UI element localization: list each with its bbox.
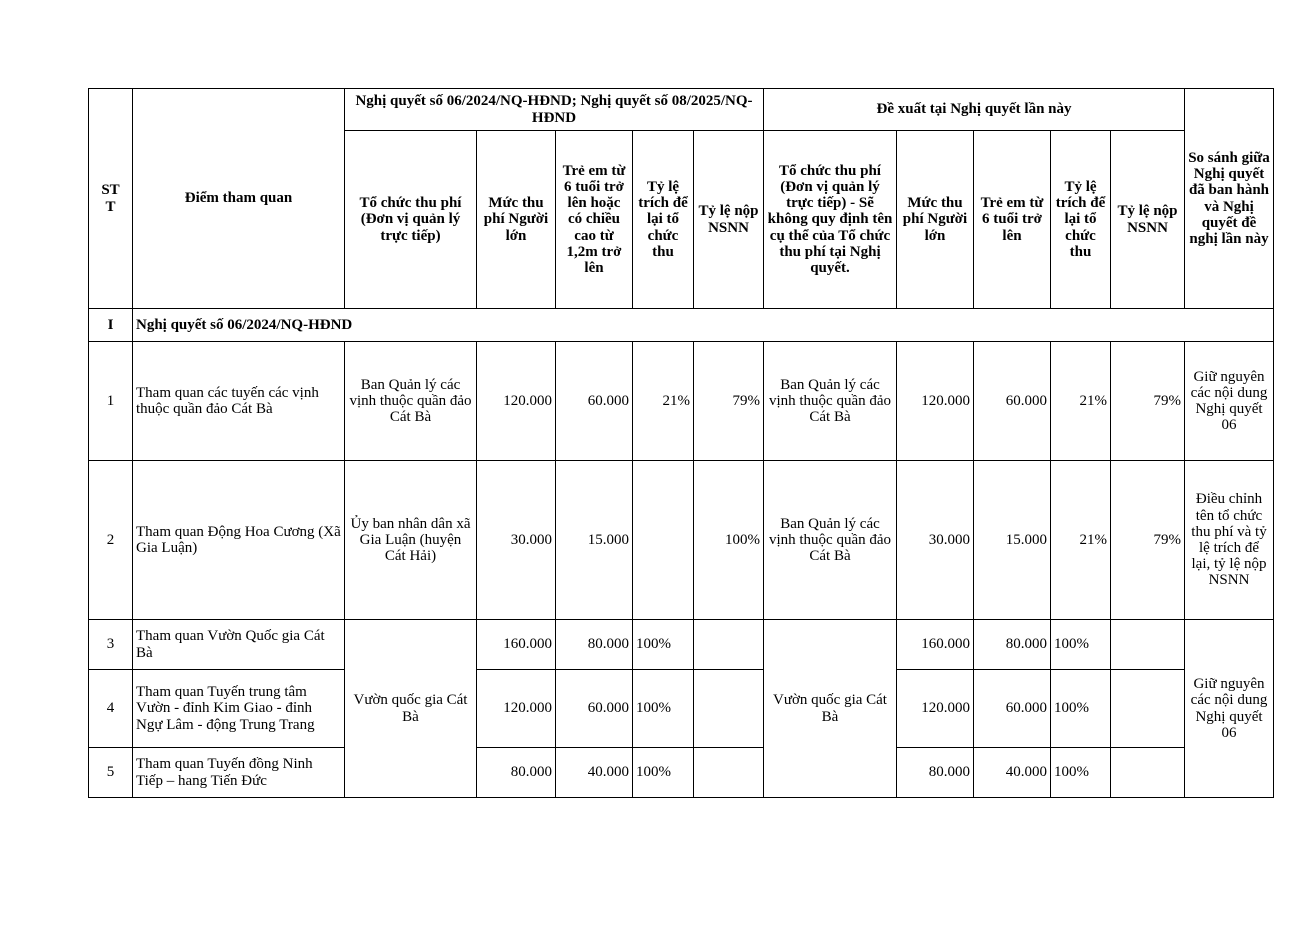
row-old-org: Ban Quản lý các vịnh thuộc quần đảo Cát Bà — [345, 342, 477, 461]
row-old-nsnn — [694, 670, 764, 748]
row-old-nsnn — [694, 748, 764, 798]
section-row — [89, 309, 1274, 342]
table-row — [89, 461, 1274, 620]
row-new-org: Ban Quản lý các vịnh thuộc quần đảo Cát Bà — [764, 342, 897, 461]
row-new-nsnn: 79% — [1111, 461, 1185, 620]
row-new-keep: 21% — [1051, 461, 1111, 620]
row-old-keep: 100% — [633, 748, 694, 798]
header-old-child: Trẻ em từ 6 tuổi trở lên hoặc có chiều cao từ 1,2m trở lên — [556, 131, 633, 309]
row-new-keep: 100% — [1051, 620, 1111, 670]
row-new-child: 60.000 — [974, 342, 1051, 461]
row-stt: 4 — [89, 670, 133, 748]
row-old-nsnn — [694, 620, 764, 670]
header-diem-tham-quan: Điểm tham quan — [133, 89, 345, 309]
row-old-adult: 120.000 — [477, 342, 556, 461]
row-new-child: 60.000 — [974, 670, 1051, 748]
table-row — [89, 620, 1274, 670]
header-so-sanh: So sánh giữa Nghị quyết đã ban hành và Nghị quyết đề nghị lần này — [1185, 89, 1274, 309]
header-new-nsnn: Tỷ lệ nộp NSNN — [1111, 131, 1185, 309]
row-new-adult: 120.000 — [897, 342, 974, 461]
fee-table — [88, 88, 1274, 798]
merged-old-org: Vườn quốc gia Cát Bà — [345, 620, 477, 798]
row-diem: Tham quan Động Hoa Cương (Xã Gia Luận) — [133, 461, 345, 620]
row-diem: Tham quan Tuyến trung tâm Vườn - đỉnh Kim Giao - đỉnh Ngự Lâm - động Trung Trang — [133, 670, 345, 748]
table-row — [89, 748, 1274, 798]
header-old-org: Tổ chức thu phí (Đơn vị quản lý trực tiếp) — [345, 131, 477, 309]
header-old-keep: Tỷ lệ trích để lại tổ chức thu — [633, 131, 694, 309]
row-old-adult: 80.000 — [477, 748, 556, 798]
table-row — [89, 342, 1274, 461]
row-new-child: 15.000 — [974, 461, 1051, 620]
header-new-adult: Mức thu phí Người lớn — [897, 131, 974, 309]
row-new-adult: 120.000 — [897, 670, 974, 748]
row-stt: 3 — [89, 620, 133, 670]
header-old-nsnn: Tỷ lệ nộp NSNN — [694, 131, 764, 309]
row-new-child: 40.000 — [974, 748, 1051, 798]
row-old-keep: 21% — [633, 342, 694, 461]
table-row — [89, 670, 1274, 748]
row-diem: Tham quan Tuyến đồng Ninh Tiếp – hang Tiến Đức — [133, 748, 345, 798]
row-diem: Tham quan các tuyến các vịnh thuộc quần đảo Cát Bà — [133, 342, 345, 461]
row-old-adult: 30.000 — [477, 461, 556, 620]
row-old-adult: 160.000 — [477, 620, 556, 670]
row-old-child: 60.000 — [556, 342, 633, 461]
row-compare: Điều chỉnh tên tổ chức thu phí và tỷ lệ trích để lại, tỷ lệ nộp NSNN — [1185, 461, 1274, 620]
row-old-child: 60.000 — [556, 670, 633, 748]
row-new-keep: 21% — [1051, 342, 1111, 461]
merged-new-org: Vườn quốc gia Cát Bà — [764, 620, 897, 798]
row-new-keep: 100% — [1051, 748, 1111, 798]
header-new-keep: Tỷ lệ trích để lại tổ chức thu — [1051, 131, 1111, 309]
header-new-org: Tổ chức thu phí (Đơn vị quản lý trực tiếp) - Sẽ không quy định tên cụ thể của Tổ chức thu phí tại Nghị quyết. — [764, 131, 897, 309]
row-old-nsnn: 100% — [694, 461, 764, 620]
row-compare: Giữ nguyên các nội dung Nghị quyết 06 — [1185, 342, 1274, 461]
row-stt: 5 — [89, 748, 133, 798]
header-group-new: Đề xuất tại Nghị quyết lần này — [764, 89, 1185, 131]
row-old-org: Ủy ban nhân dân xã Gia Luận (huyện Cát Hải) — [345, 461, 477, 620]
row-diem: Tham quan Vườn Quốc gia Cát Bà — [133, 620, 345, 670]
row-old-child: 15.000 — [556, 461, 633, 620]
row-old-child: 40.000 — [556, 748, 633, 798]
row-stt: 1 — [89, 342, 133, 461]
merged-compare: Giữ nguyên các nội dung Nghị quyết 06 — [1185, 620, 1274, 798]
row-new-keep: 100% — [1051, 670, 1111, 748]
header-old-adult: Mức thu phí Người lớn — [477, 131, 556, 309]
header-new-child: Trẻ em từ 6 tuổi trở lên — [974, 131, 1051, 309]
row-old-nsnn: 79% — [694, 342, 764, 461]
row-old-keep: 100% — [633, 670, 694, 748]
row-new-nsnn — [1111, 620, 1185, 670]
row-old-keep — [633, 461, 694, 620]
row-old-adult: 120.000 — [477, 670, 556, 748]
header-group-old: Nghị quyết số 06/2024/NQ-HĐND; Nghị quyết số 08/2025/NQ-HĐND — [345, 89, 764, 131]
row-new-child: 80.000 — [974, 620, 1051, 670]
header-stt: ST T — [89, 89, 133, 309]
section-title: Nghị quyết số 06/2024/NQ-HĐND — [133, 309, 1274, 342]
row-new-org: Ban Quản lý các vịnh thuộc quần đảo Cát Bà — [764, 461, 897, 620]
row-new-nsnn: 79% — [1111, 342, 1185, 461]
row-new-nsnn — [1111, 670, 1185, 748]
row-old-keep: 100% — [633, 620, 694, 670]
row-new-adult: 160.000 — [897, 620, 974, 670]
row-new-adult: 30.000 — [897, 461, 974, 620]
row-new-adult: 80.000 — [897, 748, 974, 798]
row-old-child: 80.000 — [556, 620, 633, 670]
row-new-nsnn — [1111, 748, 1185, 798]
section-number: I — [89, 309, 133, 342]
row-stt: 2 — [89, 461, 133, 620]
